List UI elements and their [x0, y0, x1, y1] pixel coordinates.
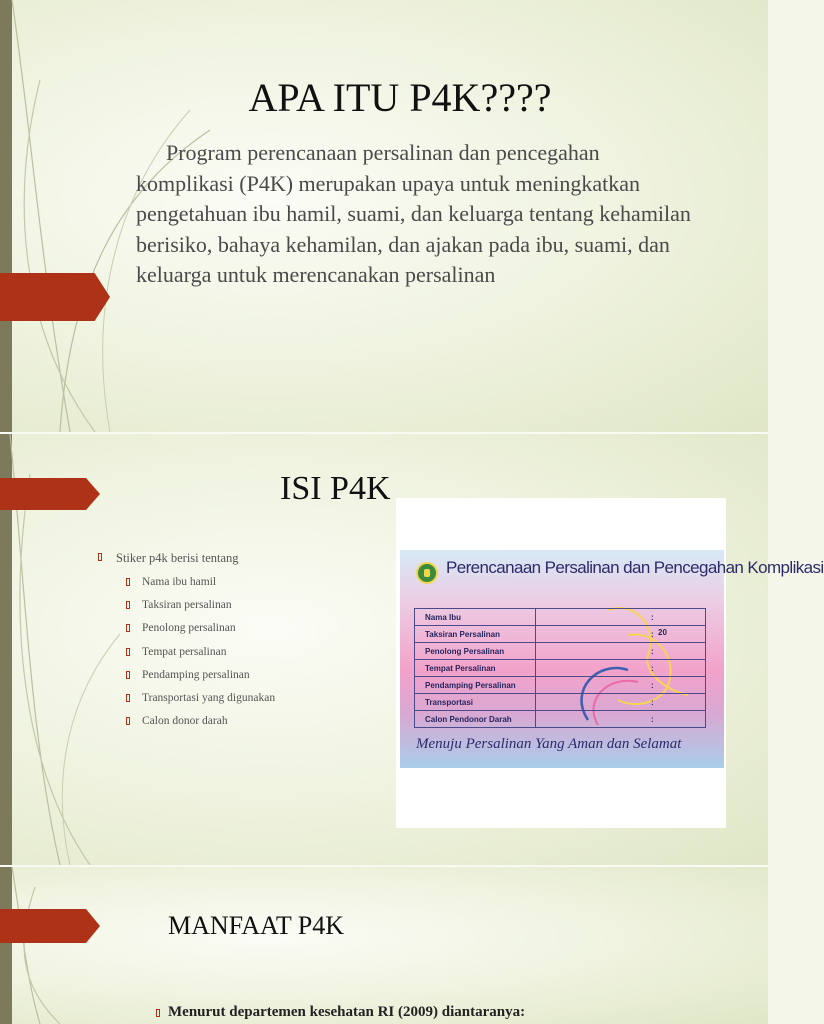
- table-row: [415, 643, 706, 660]
- list-item: [96, 571, 275, 594]
- list-item-text: Transportasi yang digunakan: [142, 692, 276, 705]
- row-colon: :: [536, 694, 706, 711]
- table-row: [415, 694, 706, 711]
- slide-title: ISI P4K: [280, 470, 391, 507]
- bullet-square-icon: [126, 717, 130, 725]
- p4k-sticker-card: [400, 550, 824, 768]
- slide-title: APA ITU P4K????: [248, 75, 552, 120]
- row-colon: :: [536, 626, 706, 643]
- bullet-square-icon: [126, 694, 130, 702]
- bullet-square-icon: [156, 1009, 160, 1017]
- table-row: [415, 660, 706, 677]
- sticker-title: Perencanaan Persalinan dan Pencegahan Komplikasi: [446, 558, 824, 577]
- list-item-text: Penolong persalinan: [142, 622, 236, 635]
- list-item: [96, 546, 275, 570]
- bullet-square-icon: [126, 648, 130, 656]
- row-colon: :: [536, 660, 706, 677]
- row-label: Tempat Persalinan: [415, 660, 536, 677]
- kemenkes-logo-icon: [416, 562, 438, 584]
- bullet-square-icon: [126, 671, 130, 679]
- list-item: [96, 710, 275, 733]
- list-item-text: Stiker p4k berisi tentang: [116, 551, 239, 565]
- list-item: [96, 617, 275, 640]
- row-label: Pendamping Persalinan: [415, 677, 536, 694]
- year-prefix: 20: [658, 628, 667, 637]
- slide-3: [0, 867, 768, 1024]
- slide-tab-marker: [0, 909, 100, 943]
- slide-1: [0, 0, 768, 432]
- list-item: [168, 1004, 525, 1021]
- row-colon: :: [536, 643, 706, 660]
- slide-title: MANFAAT P4K: [168, 911, 345, 940]
- row-label: Calon Pendonor Darah: [415, 711, 536, 728]
- list-item-text: Menurut departemen kesehatan RI (2009) diantaranya:: [168, 1004, 526, 1020]
- slide-tab-marker: [0, 478, 100, 510]
- slide-tab-marker: [0, 273, 110, 321]
- list-item-text: Pendamping persalinan: [142, 668, 250, 681]
- row-label: Penolong Persalinan: [415, 643, 536, 660]
- row-label: Transportasi: [415, 694, 536, 711]
- list-item-text: Calon donor darah: [142, 715, 228, 728]
- row-label: Taksiran Persalinan: [415, 626, 536, 643]
- bullet-square-icon: [126, 601, 130, 609]
- list-item: [96, 594, 275, 617]
- list-item: [96, 687, 275, 710]
- slide-paragraph: Program perencanaan persalinan dan pencegahan komplikasi (P4K) merupakan upaya untuk meningkatkan pengetahuan ibu hamil, suami, dan keluarga tentang kehamilan berisiko, bahaya kehamilan, dan ajakan pada ibu, suami, dan keluarga untuk merencanakan persalinan: [136, 140, 691, 287]
- slide-edge: [0, 867, 12, 1024]
- decorative-swirl: [0, 867, 120, 1024]
- row-colon: :: [536, 677, 706, 694]
- row-colon: :: [536, 609, 706, 626]
- list-item-text: Taksiran persalinan: [142, 599, 232, 612]
- table-row: [415, 711, 706, 728]
- bullet-square-icon: [126, 578, 130, 586]
- bullet-list: [96, 546, 275, 733]
- list-item-text: Nama ibu hamil: [142, 576, 217, 588]
- list-item: [96, 664, 275, 687]
- bullet-square-icon: [98, 553, 102, 561]
- slide-edge: [0, 0, 12, 432]
- table-row: [415, 677, 706, 694]
- sticker-footer: Menuju Persalinan Yang Aman dan Selamat: [416, 736, 682, 752]
- row-label: Nama Ibu: [415, 609, 536, 626]
- sticker-form-table: [414, 608, 706, 728]
- row-colon: :: [536, 711, 706, 728]
- table-row: [415, 609, 706, 626]
- list-item-text: Tempat persalinan: [142, 645, 227, 658]
- list-item: [96, 641, 275, 664]
- slide-2: [0, 434, 824, 865]
- bullet-square-icon: [126, 624, 130, 632]
